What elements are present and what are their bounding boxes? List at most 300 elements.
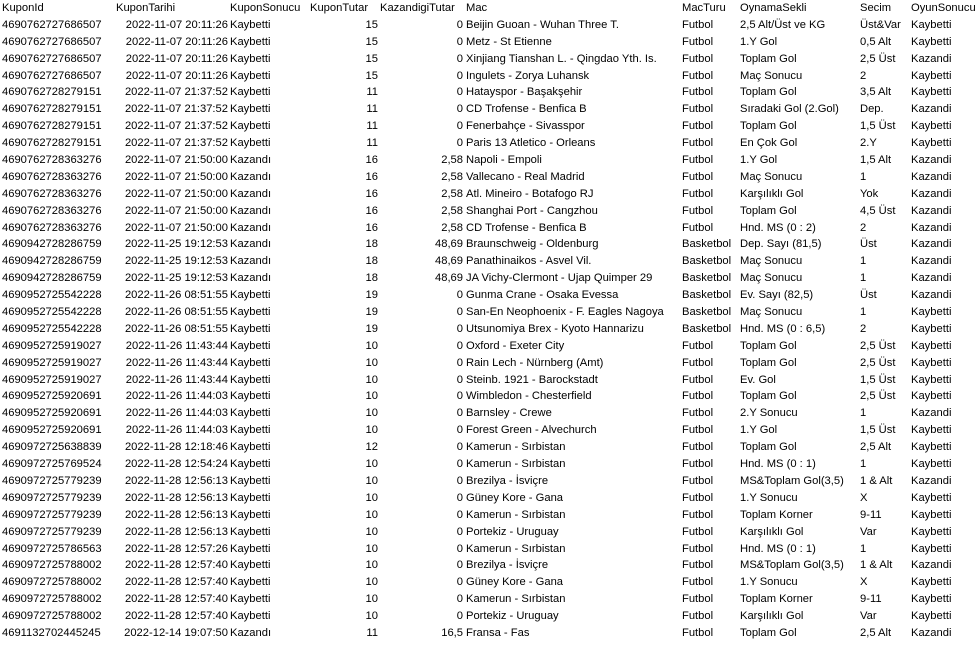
cell-oynamasekli: MS&Toplam Gol(3,5) <box>740 474 844 487</box>
cell-oynamasekli: Toplam Gol <box>740 52 797 65</box>
cell-macturu: Futbol <box>682 559 714 572</box>
cell-kuponsonucu: Kazandı <box>230 154 272 167</box>
cell-macturu: Basketbol <box>682 255 732 268</box>
cell-oyunsonucu: Kaybetti <box>911 356 952 369</box>
cell-mac: Utsunomiya Brex - Kyoto Hannarizu <box>466 322 644 335</box>
cell-kuponid: 4690942728286759 <box>2 272 102 285</box>
cell-kazandigitutar: 0 <box>456 542 463 555</box>
header-kazandigitutar: KazandigiTutar <box>380 2 455 14</box>
cell-mac: Kamerun - Sırbistan <box>466 458 566 471</box>
cell-macturu: Futbol <box>682 170 714 183</box>
cell-kuponid: 4690762727686507 <box>2 69 102 82</box>
table-row <box>0 574 980 591</box>
cell-kuponid: 4690762727686507 <box>2 18 102 31</box>
table-row <box>0 84 980 101</box>
cell-kupontarihi: 2022-11-07 21:37:52 <box>124 103 228 116</box>
cell-kupontarihi: 2022-11-28 12:18:46 <box>124 441 228 454</box>
cell-kazandigitutar: 0 <box>456 356 463 369</box>
cell-mac: Kamerun - Sırbistan <box>466 542 566 555</box>
cell-kupontarihi: 2022-11-07 20:11:26 <box>125 35 228 48</box>
cell-kupontutar: 10 <box>365 491 378 504</box>
cell-secim: 1 <box>860 542 867 555</box>
cell-kupontutar: 15 <box>365 35 378 48</box>
cell-oyunsonucu: Kaybetti <box>911 86 952 99</box>
cell-kuponsonucu: Kaybetti <box>230 390 271 403</box>
cell-secim: 2,5 Alt <box>860 441 892 454</box>
cell-oynamasekli: Maç Sonucu <box>740 255 803 268</box>
cell-oynamasekli: Dep. Sayı (81,5) <box>740 238 822 251</box>
cell-kuponsonucu: Kaybetti <box>230 322 271 335</box>
cell-kuponsonucu: Kazandı <box>230 187 272 200</box>
cell-macturu: Basketbol <box>682 238 732 251</box>
cell-kazandigitutar: 2,58 <box>441 204 463 217</box>
cell-kupontarihi: 2022-11-25 19:12:53 <box>124 255 228 268</box>
cell-secim: 1 & Alt <box>860 559 893 572</box>
cell-mac: Gunma Crane - Osaka Evessa <box>466 289 619 302</box>
cell-kupontarihi: 2022-11-28 12:56:13 <box>124 491 228 504</box>
cell-oynamasekli: Sıradaki Gol (2.Gol) <box>740 103 839 116</box>
cell-secim: 1,5 Üst <box>860 120 896 133</box>
cell-kuponid: 4690972725769524 <box>2 458 102 471</box>
cell-kuponid: 4690762728279151 <box>2 86 102 99</box>
table-row <box>0 135 980 152</box>
cell-kuponsonucu: Kaybetti <box>230 525 271 538</box>
cell-mac: Rain Lech - Nürnberg (Amt) <box>466 356 604 369</box>
cell-kazandigitutar: 0 <box>456 322 463 335</box>
cell-secim: Yok <box>860 187 879 200</box>
table-row <box>0 625 980 642</box>
cell-kupontarihi: 2022-11-07 21:50:00 <box>124 154 228 167</box>
cell-macturu: Basketbol <box>682 289 732 302</box>
cell-oynamasekli: MS&Toplam Gol(3,5) <box>740 559 844 572</box>
cell-kuponsonucu: Kaybetti <box>230 339 271 352</box>
cell-secim: 1 & Alt <box>860 474 893 487</box>
cell-oynamasekli: Hnd. MS (0 : 6,5) <box>740 322 826 335</box>
cell-secim: 1,5 Üst <box>860 424 896 437</box>
cell-kazandigitutar: 48,69 <box>435 272 463 285</box>
cell-oyunsonucu: Kazandi <box>911 204 952 217</box>
cell-macturu: Futbol <box>682 356 714 369</box>
cell-oynamasekli: Karşılıklı Gol <box>740 610 804 623</box>
cell-oynamasekli: En Çok Gol <box>740 137 798 150</box>
cell-kuponid: 4690952725919027 <box>2 356 102 369</box>
cell-macturu: Futbol <box>682 137 714 150</box>
table-row <box>0 17 980 34</box>
cell-kupontarihi: 2022-11-28 12:57:40 <box>124 576 228 589</box>
cell-kazandigitutar: 2,58 <box>441 154 463 167</box>
table-row <box>0 236 980 253</box>
cell-kuponsonucu: Kaybetti <box>230 474 271 487</box>
table-row <box>0 304 980 321</box>
cell-mac: Portekiz - Uruguay <box>466 610 559 623</box>
cell-kupontarihi: 2022-11-28 12:56:13 <box>124 525 228 538</box>
cell-secim: 3,5 Alt <box>860 86 892 99</box>
cell-macturu: Futbol <box>682 52 714 65</box>
cell-oynamasekli: 1.Y Sonucu <box>740 491 798 504</box>
cell-kuponsonucu: Kaybetti <box>230 593 271 606</box>
cell-kupontutar: 15 <box>365 52 378 65</box>
cell-oyunsonucu: Kaybetti <box>911 120 952 133</box>
cell-mac: Güney Kore - Gana <box>466 491 564 504</box>
cell-secim: 2 <box>860 69 867 82</box>
cell-macturu: Futbol <box>682 390 714 403</box>
cell-kupontarihi: 2022-11-07 20:11:26 <box>125 18 228 31</box>
cell-oyunsonucu: Kaybetti <box>911 424 952 437</box>
cell-kupontutar: 10 <box>365 390 378 403</box>
cell-macturu: Futbol <box>682 458 714 471</box>
cell-kupontutar: 10 <box>365 542 378 555</box>
cell-macturu: Futbol <box>682 610 714 623</box>
cell-kuponsonucu: Kaybetti <box>230 407 271 420</box>
cell-secim: Üst&Var <box>860 18 901 31</box>
cell-secim: 2.Y <box>860 137 877 150</box>
cell-kupontutar: 18 <box>365 272 378 285</box>
cell-oynamasekli: Maç Sonucu <box>740 306 803 319</box>
cell-kuponsonucu: Kaybetti <box>230 306 271 319</box>
cell-kazandigitutar: 0 <box>456 306 463 319</box>
cell-secim: X <box>860 576 868 589</box>
cell-macturu: Futbol <box>682 69 714 82</box>
cell-oyunsonucu: Kaybetti <box>911 593 952 606</box>
cell-secim: 1,5 Üst <box>860 373 896 386</box>
cell-oyunsonucu: Kazandi <box>911 474 952 487</box>
cell-mac: Steinb. 1921 - Barockstadt <box>466 373 598 386</box>
cell-mac: Oxford - Exeter City <box>466 339 565 352</box>
cell-mac: Paris 13 Atletico - Orleans <box>466 137 596 150</box>
table-row <box>0 287 980 304</box>
cell-kupontarihi: 2022-11-26 11:44:03 <box>125 424 228 437</box>
cell-secim: 1,5 Alt <box>860 154 892 167</box>
cell-kupontutar: 10 <box>365 525 378 538</box>
cell-oyunsonucu: Kaybetti <box>911 458 952 471</box>
cell-kuponid: 4690762727686507 <box>2 52 102 65</box>
header-kuponsonucu: KuponSonucu <box>230 2 301 14</box>
cell-kazandigitutar: 0 <box>456 52 463 65</box>
cell-kupontarihi: 2022-11-26 11:44:03 <box>125 407 228 420</box>
cell-secim: Var <box>860 610 877 623</box>
cell-kupontarihi: 2022-11-28 12:56:13 <box>124 508 228 521</box>
cell-kuponsonucu: Kaybetti <box>230 356 271 369</box>
cell-mac: Brezilya - İsviçre <box>466 474 549 487</box>
cell-oynamasekli: 1.Y Gol <box>740 35 778 48</box>
cell-kupontarihi: 2022-11-25 19:12:53 <box>124 272 228 285</box>
cell-macturu: Futbol <box>682 221 714 234</box>
cell-kazandigitutar: 0 <box>456 390 463 403</box>
cell-oynamasekli: Toplam Gol <box>740 356 797 369</box>
cell-kuponid: 4690762728279151 <box>2 137 102 150</box>
cell-kazandigitutar: 0 <box>456 424 463 437</box>
cell-oyunsonucu: Kaybetti <box>911 69 952 82</box>
cell-kupontarihi: 2022-11-26 11:44:03 <box>125 390 228 403</box>
table-row <box>0 186 980 203</box>
cell-kuponid: 4690762728279151 <box>2 103 102 116</box>
cell-kazandigitutar: 0 <box>456 441 463 454</box>
table-row <box>0 51 980 68</box>
cell-mac: Fenerbahçe - Sivasspor <box>466 120 585 133</box>
cell-kazandigitutar: 0 <box>456 137 463 150</box>
cell-oynamasekli: Hnd. MS (0 : 1) <box>740 542 816 555</box>
cell-macturu: Basketbol <box>682 306 732 319</box>
cell-kuponsonucu: Kazandı <box>230 238 272 251</box>
cell-oyunsonucu: Kaybetti <box>911 508 952 521</box>
header-oyunsonucu: OyunSonucu <box>911 2 976 14</box>
cell-oynamasekli: Toplam Gol <box>740 204 797 217</box>
cell-kuponsonucu: Kazandı <box>230 255 272 268</box>
table-row <box>0 490 980 507</box>
cell-kuponid: 4690952725542228 <box>2 289 102 302</box>
cell-kupontarihi: 2022-11-26 08:51:55 <box>124 289 228 302</box>
cell-oynamasekli: Toplam Korner <box>740 593 813 606</box>
cell-macturu: Futbol <box>682 120 714 133</box>
cell-oynamasekli: 2.Y Sonucu <box>740 407 798 420</box>
cell-oynamasekli: 2,5 Alt/Üst ve KG <box>740 18 826 31</box>
cell-kuponid: 4690762728363276 <box>2 170 102 183</box>
cell-kupontarihi: 2022-11-07 20:11:26 <box>125 69 228 82</box>
cell-macturu: Futbol <box>682 474 714 487</box>
cell-oynamasekli: Toplam Gol <box>740 626 797 639</box>
cell-macturu: Futbol <box>682 35 714 48</box>
cell-kupontarihi: 2022-11-28 12:57:26 <box>124 542 228 555</box>
cell-kazandigitutar: 0 <box>456 559 463 572</box>
cell-kuponsonucu: Kazandı <box>230 221 272 234</box>
cell-kuponid: 4690952725919027 <box>2 373 102 386</box>
cell-mac: Güney Kore - Gana <box>466 576 564 589</box>
table-body <box>0 17 980 642</box>
cell-kuponid: 4690952725542228 <box>2 322 102 335</box>
cell-kupontutar: 10 <box>365 593 378 606</box>
cell-kuponid: 4690762728363276 <box>2 154 102 167</box>
cell-kuponid: 4690952725919027 <box>2 339 102 352</box>
cell-secim: 1 <box>860 458 867 471</box>
cell-kazandigitutar: 0 <box>456 508 463 521</box>
table-row <box>0 321 980 338</box>
cell-kupontarihi: 2022-11-28 12:57:40 <box>124 593 228 606</box>
cell-macturu: Futbol <box>682 424 714 437</box>
cell-kuponsonucu: Kaybetti <box>230 508 271 521</box>
table-row <box>0 608 980 625</box>
cell-kuponid: 4690972725788002 <box>2 610 102 623</box>
cell-oynamasekli: Ev. Sayı (82,5) <box>740 289 814 302</box>
cell-kuponid: 4690972725779239 <box>2 525 102 538</box>
cell-kuponid: 4690952725920691 <box>2 407 102 420</box>
cell-oyunsonucu: Kaybetti <box>911 137 952 150</box>
cell-oynamasekli: Toplam Gol <box>740 120 797 133</box>
cell-oyunsonucu: Kaybetti <box>911 441 952 454</box>
table-row <box>0 34 980 51</box>
cell-macturu: Futbol <box>682 542 714 555</box>
cell-macturu: Futbol <box>682 154 714 167</box>
cell-mac: Kamerun - Sırbistan <box>466 593 566 606</box>
table-row <box>0 68 980 85</box>
cell-kupontutar: 11 <box>366 103 378 116</box>
cell-mac: Vallecano - Real Madrid <box>466 170 585 183</box>
cell-kupontutar: 10 <box>365 576 378 589</box>
cell-kupontarihi: 2022-11-26 11:43:44 <box>125 373 228 386</box>
table-row <box>0 439 980 456</box>
cell-kupontutar: 10 <box>365 559 378 572</box>
cell-oyunsonucu: Kazandi <box>911 272 952 285</box>
cell-oynamasekli: Toplam Korner <box>740 508 813 521</box>
cell-mac: Panathinaikos - Asvel Vil. <box>466 255 592 268</box>
cell-macturu: Futbol <box>682 626 714 639</box>
cell-kupontarihi: 2022-11-07 21:37:52 <box>124 137 228 150</box>
cell-kuponid: 4690972725788002 <box>2 576 102 589</box>
cell-secim: 1 <box>860 407 867 420</box>
cell-macturu: Futbol <box>682 339 714 352</box>
cell-oyunsonucu: Kaybetti <box>911 18 952 31</box>
cell-mac: Barnsley - Crewe <box>466 407 552 420</box>
cell-kupontutar: 12 <box>365 441 378 454</box>
cell-kuponsonucu: Kaybetti <box>230 559 271 572</box>
table-row <box>0 355 980 372</box>
cell-kupontutar: 10 <box>365 339 378 352</box>
cell-kuponid: 4690952725920691 <box>2 390 102 403</box>
cell-kupontarihi: 2022-11-26 11:43:44 <box>125 339 228 352</box>
cell-kupontutar: 10 <box>365 407 378 420</box>
cell-secim: 1 <box>860 255 867 268</box>
cell-kupontutar: 16 <box>365 221 378 234</box>
cell-macturu: Futbol <box>682 204 714 217</box>
cell-kupontarihi: 2022-11-07 21:37:52 <box>124 86 228 99</box>
cell-macturu: Futbol <box>682 441 714 454</box>
cell-oynamasekli: Maç Sonucu <box>740 69 803 82</box>
cell-secim: 2 <box>860 221 867 234</box>
cell-kuponsonucu: Kaybetti <box>230 491 271 504</box>
cell-mac: Braunschweig - Oldenburg <box>466 238 599 251</box>
cell-kuponid: 4690942728286759 <box>2 255 102 268</box>
cell-kuponsonucu: Kazandı <box>230 626 272 639</box>
cell-kazandigitutar: 0 <box>456 525 463 538</box>
table-row <box>0 118 980 135</box>
cell-oyunsonucu: Kazandi <box>911 559 952 572</box>
cell-kupontutar: 16 <box>365 187 378 200</box>
cell-kupontutar: 11 <box>366 86 378 99</box>
cell-kuponid: 4690972725788002 <box>2 593 102 606</box>
cell-kuponsonucu: Kaybetti <box>230 120 271 133</box>
cell-kupontarihi: 2022-11-26 08:51:55 <box>124 322 228 335</box>
cell-kazandigitutar: 0 <box>456 69 463 82</box>
table-row <box>0 220 980 237</box>
cell-kupontutar: 15 <box>365 69 378 82</box>
cell-mac: Brezilya - İsviçre <box>466 559 549 572</box>
cell-secim: 2 <box>860 322 867 335</box>
cell-kazandigitutar: 0 <box>456 339 463 352</box>
cell-kuponid: 4690942728286759 <box>2 238 102 251</box>
cell-oyunsonucu: Kaybetti <box>911 491 952 504</box>
cell-oynamasekli: Toplam Gol <box>740 441 797 454</box>
cell-secim: 1 <box>860 170 867 183</box>
header-kupontarihi: KuponTarihi <box>116 2 176 14</box>
cell-kuponid: 4690972725788002 <box>2 559 102 572</box>
cell-kupontarihi: 2022-11-07 21:37:52 <box>124 120 228 133</box>
cell-macturu: Futbol <box>682 508 714 521</box>
cell-kazandigitutar: 2,58 <box>441 170 463 183</box>
cell-kuponid: 4690972725779239 <box>2 491 102 504</box>
cell-macturu: Futbol <box>682 187 714 200</box>
header-row <box>0 0 980 17</box>
header-secim: Secim <box>860 2 892 14</box>
cell-mac: JA Vichy-Clermont - Ujap Quimper 29 <box>466 272 653 285</box>
cell-kupontutar: 10 <box>365 508 378 521</box>
cell-oyunsonucu: Kazandi <box>911 52 952 65</box>
cell-kazandigitutar: 48,69 <box>435 238 463 251</box>
cell-kupontutar: 16 <box>365 170 378 183</box>
cell-oynamasekli: 1.Y Gol <box>740 424 778 437</box>
table-row <box>0 591 980 608</box>
cell-kupontutar: 10 <box>365 474 378 487</box>
cell-oynamasekli: Ev. Gol <box>740 373 776 386</box>
cell-kazandigitutar: 0 <box>456 289 463 302</box>
table-row <box>0 473 980 490</box>
cell-oyunsonucu: Kaybetti <box>911 610 952 623</box>
cell-secim: 2,5 Üst <box>860 52 896 65</box>
cell-kupontutar: 15 <box>365 18 378 31</box>
cell-kuponsonucu: Kaybetti <box>230 35 271 48</box>
cell-macturu: Futbol <box>682 86 714 99</box>
cell-kazandigitutar: 0 <box>456 593 463 606</box>
cell-kupontarihi: 2022-11-07 21:50:00 <box>124 170 228 183</box>
cell-mac: Metz - St Etienne <box>466 35 552 48</box>
cell-kuponsonucu: Kaybetti <box>230 542 271 555</box>
cell-kupontarihi: 2022-11-28 12:56:13 <box>124 474 228 487</box>
cell-oyunsonucu: Kaybetti <box>911 373 952 386</box>
cell-kuponsonucu: Kaybetti <box>230 103 271 116</box>
cell-kazandigitutar: 0 <box>456 491 463 504</box>
header-macturu: MacTuru <box>682 2 726 14</box>
cell-oyunsonucu: Kaybetti <box>911 339 952 352</box>
cell-secim: 2,5 Üst <box>860 339 896 352</box>
cell-kuponsonucu: Kaybetti <box>230 137 271 150</box>
cell-oynamasekli: Hnd. MS (0 : 2) <box>740 221 816 234</box>
cell-macturu: Futbol <box>682 103 714 116</box>
cell-kupontutar: 19 <box>365 306 378 319</box>
table-row <box>0 405 980 422</box>
cell-secim: 2,5 Üst <box>860 356 896 369</box>
cell-kuponid: 4690762728279151 <box>2 120 102 133</box>
cell-kupontarihi: 2022-11-28 12:57:40 <box>124 610 228 623</box>
cell-kuponsonucu: Kaybetti <box>230 373 271 386</box>
cell-kupontutar: 10 <box>365 424 378 437</box>
cell-kazandigitutar: 0 <box>456 576 463 589</box>
table-row <box>0 372 980 389</box>
cell-kupontarihi: 2022-11-28 12:57:40 <box>124 559 228 572</box>
cell-secim: 9-11 <box>860 593 882 606</box>
cell-oyunsonucu: Kaybetti <box>911 35 952 48</box>
cell-kuponsonucu: Kaybetti <box>230 576 271 589</box>
cell-kuponsonucu: Kaybetti <box>230 458 271 471</box>
cell-kupontutar: 16 <box>365 154 378 167</box>
table-row <box>0 541 980 558</box>
cell-oyunsonucu: Kazandi <box>911 103 952 116</box>
cell-macturu: Futbol <box>682 373 714 386</box>
table-row <box>0 524 980 541</box>
cell-oyunsonucu: Kazandi <box>911 170 952 183</box>
cell-secim: 2,5 Alt <box>860 626 892 639</box>
cell-kuponid: 4690762728363276 <box>2 204 102 217</box>
cell-mac: Kamerun - Sırbistan <box>466 441 566 454</box>
cell-kuponsonucu: Kaybetti <box>230 86 271 99</box>
cell-oynamasekli: Maç Sonucu <box>740 170 803 183</box>
cell-secim: 4,5 Üst <box>860 204 896 217</box>
cell-macturu: Futbol <box>682 525 714 538</box>
cell-kuponid: 4690972725638839 <box>2 441 102 454</box>
cell-kupontutar: 19 <box>365 322 378 335</box>
cell-kazandigitutar: 0 <box>456 86 463 99</box>
table-row <box>0 203 980 220</box>
cell-kupontarihi: 2022-11-28 12:54:24 <box>124 458 228 471</box>
cell-kuponid: 4690952725542228 <box>2 306 102 319</box>
cell-kupontarihi: 2022-11-07 21:50:00 <box>124 204 228 217</box>
